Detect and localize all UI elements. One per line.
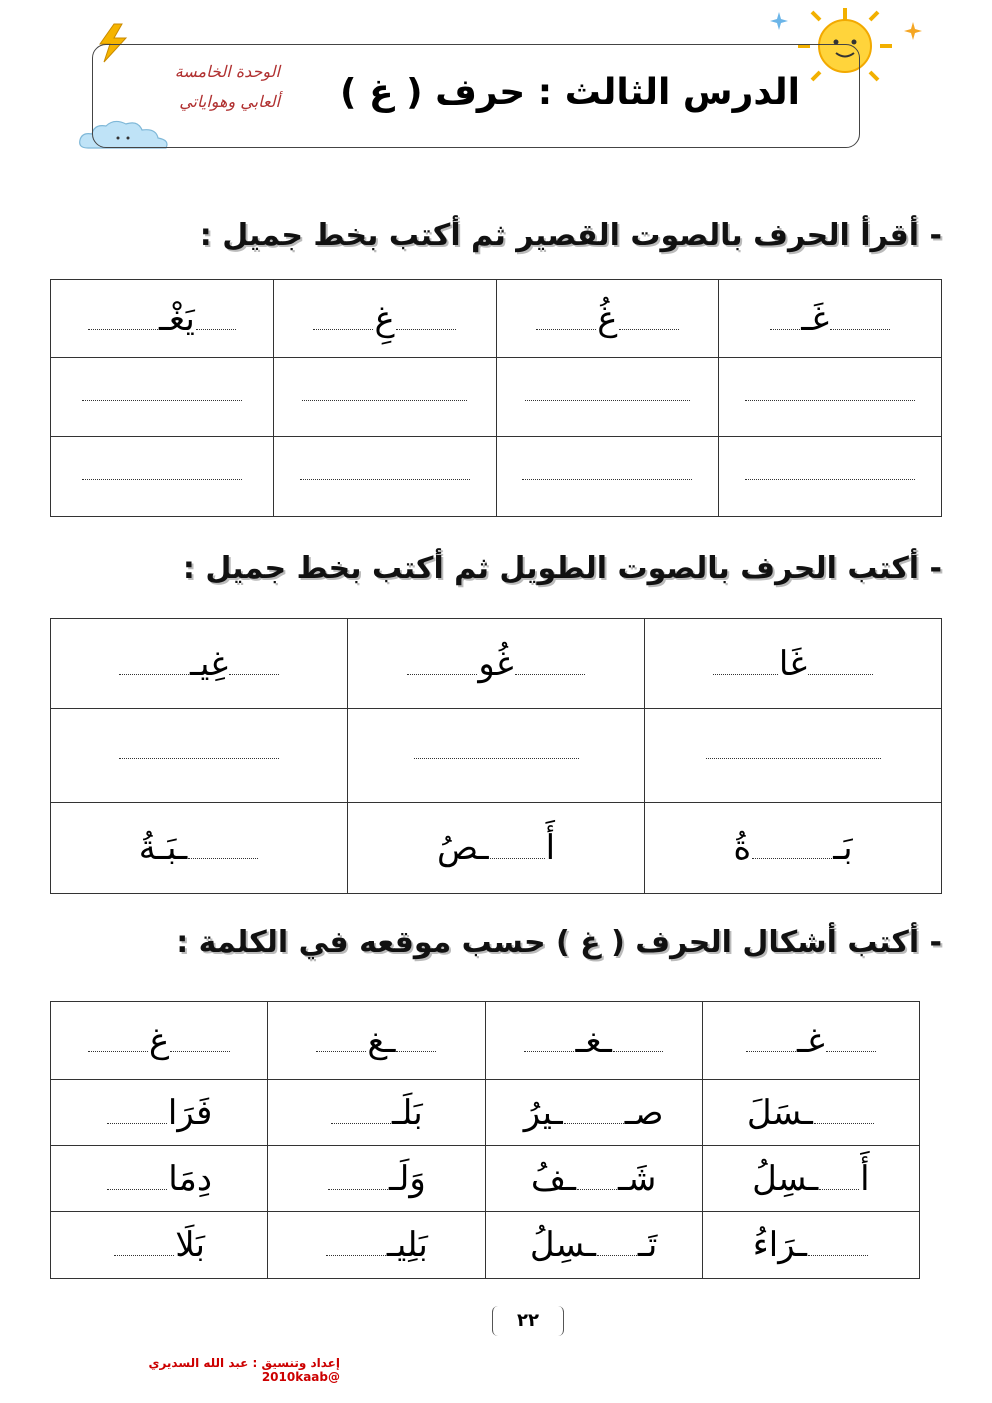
short-form-1: غَـ [801, 298, 829, 339]
word-part: فَرَا [167, 1092, 213, 1133]
letter-form-final: ـغ [367, 1020, 396, 1061]
word-cell[interactable] [485, 1146, 702, 1212]
lesson-title: الدرس الثالث : حرف ( غ ) [339, 72, 800, 113]
word-part: بَلَـ [392, 1092, 423, 1133]
word-part: ةُ [733, 828, 752, 868]
word-part: شَـ [617, 1158, 657, 1199]
short-form-2: غُ [597, 298, 618, 339]
short-cell[interactable] [719, 280, 942, 358]
short-form-4: يَغْـ [158, 298, 195, 339]
writing-cell[interactable] [719, 358, 942, 437]
form-cell[interactable] [51, 1002, 268, 1080]
word-cell[interactable] [485, 1080, 702, 1146]
word-part: ـصُ [436, 828, 489, 868]
writing-cell[interactable] [51, 709, 348, 803]
word-part: ـسَلَ [746, 1092, 813, 1133]
word-part: أَ [860, 1158, 870, 1199]
writing-cell[interactable] [496, 437, 719, 517]
word-part: بَلِيـ [386, 1225, 428, 1265]
writing-cell[interactable] [719, 437, 942, 517]
word-cell[interactable] [268, 1080, 485, 1146]
writing-cell[interactable] [273, 358, 496, 437]
word-cell[interactable] [645, 803, 942, 894]
letter-forms-table [50, 1001, 920, 1279]
writing-cell[interactable] [348, 709, 645, 803]
word-cell[interactable] [51, 803, 348, 894]
word-part: تَـ [637, 1225, 658, 1265]
letter-form-medial: ـغـ [575, 1020, 612, 1061]
word-part: أَ [545, 828, 556, 868]
writing-cell[interactable] [51, 358, 274, 437]
long-cell[interactable] [645, 619, 942, 709]
form-cell[interactable] [485, 1002, 702, 1080]
long-form-2: غُو [478, 643, 514, 684]
word-part: ـسِلُ [529, 1225, 596, 1265]
writing-cell[interactable] [496, 358, 719, 437]
page-number: ٢٢ [492, 1306, 564, 1336]
word-part: ـيرُ [523, 1092, 563, 1133]
word-cell[interactable] [702, 1146, 919, 1212]
unit-name: الوحدة الخامسة [174, 62, 280, 81]
word-cell[interactable] [485, 1212, 702, 1279]
writing-cell[interactable] [51, 437, 274, 517]
word-part: دِمَا [168, 1158, 212, 1199]
word-part: ـرَاءُ [752, 1225, 807, 1265]
word-cell[interactable] [702, 1212, 919, 1279]
word-part: ـفُ [530, 1158, 576, 1199]
star-icon [770, 12, 788, 30]
form-cell[interactable] [268, 1002, 485, 1080]
word-cell[interactable] [268, 1212, 485, 1279]
writing-cell[interactable] [273, 437, 496, 517]
short-cell[interactable] [496, 280, 719, 358]
long-vowel-table [50, 618, 942, 894]
word-cell[interactable] [268, 1146, 485, 1212]
word-cell[interactable] [702, 1080, 919, 1146]
unit-topic: ألعابي وهواياتي [179, 92, 280, 111]
word-cell[interactable] [51, 1080, 268, 1146]
word-part: ـسِلُ [752, 1158, 819, 1199]
short-cell[interactable] [273, 280, 496, 358]
word-part: وَلَـ [389, 1158, 426, 1199]
word-part: ـبَـةُ [138, 828, 188, 868]
short-form-3: غِ [374, 298, 395, 339]
short-cell[interactable] [51, 280, 274, 358]
writing-cell[interactable] [645, 709, 942, 803]
section3-title: - أكتب أشكال الحرف ( غ ) حسب موقعه في الكلمة : [176, 925, 942, 960]
word-part: صـ [624, 1092, 664, 1133]
section2-title: - أكتب الحرف بالصوت الطويل ثم أكتب بخط جميل : [182, 551, 942, 586]
short-vowel-table [50, 279, 942, 517]
long-form-3: غِيـ [189, 643, 228, 684]
long-form-1: غَا [778, 643, 808, 684]
word-cell[interactable] [51, 1212, 268, 1279]
word-part: بَلَا [175, 1225, 205, 1265]
letter-form-isolated: غ [148, 1020, 170, 1061]
star-icon [904, 22, 922, 40]
form-cell[interactable] [702, 1002, 919, 1080]
section1-title: - أقرأ الحرف بالصوت القصير ثم أكتب بخط جميل : [199, 218, 942, 253]
word-cell[interactable] [348, 803, 645, 894]
long-cell[interactable] [51, 619, 348, 709]
word-part: بَـ [833, 828, 853, 868]
long-cell[interactable] [348, 619, 645, 709]
word-cell[interactable] [51, 1146, 268, 1212]
footer-credit: إعداد وتنسيق : عبد الله السديري @2010kaab [148, 1356, 340, 1384]
letter-form-initial: غـ [797, 1020, 825, 1061]
